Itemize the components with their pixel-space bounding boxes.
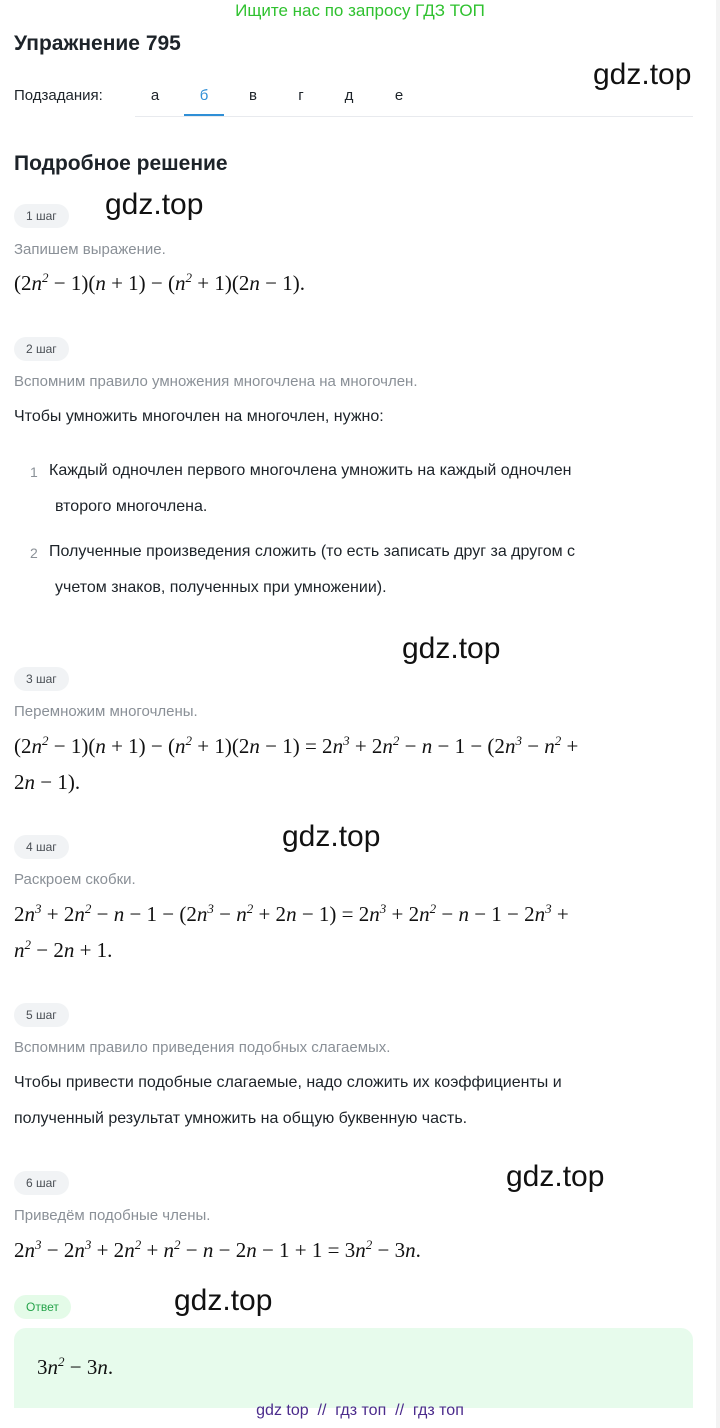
list-item-line: Каждый одночлен первого многочлена умножить на каждый одночлен bbox=[49, 462, 572, 479]
subtask-tab-g[interactable]: г bbox=[298, 87, 304, 104]
step-badge: 5 шаг bbox=[14, 1003, 69, 1027]
promo-banner[interactable]: Ищите нас по запросу ГДЗ ТОП bbox=[235, 1, 485, 20]
rule-text: Чтобы умножить многочлен на многочлен, нужно: bbox=[14, 408, 384, 425]
list-number: 2 bbox=[30, 545, 38, 561]
watermark: gdz.top bbox=[402, 632, 501, 665]
watermark: gdz.top bbox=[593, 58, 692, 91]
watermark: gdz.top bbox=[174, 1284, 273, 1317]
subtask-tab-a[interactable]: а bbox=[150, 87, 160, 104]
answer-badge: Ответ bbox=[14, 1295, 71, 1319]
list-item-line: учетом знаков, полученных при умножении). bbox=[55, 579, 387, 596]
math-expression: 2n − 1). bbox=[14, 770, 81, 794]
subtasks-tabs bbox=[135, 80, 693, 117]
math-expression: $(2n^2 - 1)(n + 1) - (n^2 + 1)(2n - 1)$. bbox=[14, 270, 305, 295]
step-badge: 2 шаг bbox=[14, 337, 69, 361]
footer-links[interactable]: gdz top // гдз топ // гдз топ bbox=[256, 1402, 464, 1419]
step-badge: 3 шаг bbox=[14, 667, 69, 691]
math-expression: $2n^3 + 2n^2 - n - 1 - (2n^3 - n^2 + 2n - 1) = 2n^3 + 2n^2 - n - 1 - 2n^3$ + bbox=[14, 901, 569, 926]
rule-text: Чтобы привести подобные слагаемые, надо сложить их коэффициенты и bbox=[14, 1074, 562, 1091]
list-item-line: Полученные произведения сложить (то есть записать друг за другом с bbox=[49, 543, 576, 560]
step-hint: Вспомним правило умножения многочлена на многочлен. bbox=[14, 373, 418, 390]
step-hint: Раскроем скобки. bbox=[14, 871, 136, 888]
subtasks-label: Подзадания: bbox=[14, 87, 103, 104]
scrollbar[interactable] bbox=[716, 0, 720, 1428]
watermark: gdz.top bbox=[105, 188, 204, 221]
math-expression: $(2n^2 - 1)(n + 1) - (n^2 + 1)(2n - 1) = 2n^3 + 2n^2 - n - 1 - (2n^3 - n^2$ + bbox=[14, 733, 579, 758]
answer-box bbox=[14, 1328, 693, 1408]
step-badge: 1 шаг bbox=[14, 204, 69, 228]
math-expression: $n^2 - 2n + 1$. bbox=[14, 937, 113, 962]
subtask-tab-e[interactable]: е bbox=[394, 87, 404, 104]
step-badge: 4 шаг bbox=[14, 835, 69, 859]
list-number: 1 bbox=[30, 464, 38, 480]
watermark: gdz.top bbox=[506, 1160, 605, 1193]
step-badge: 6 шаг bbox=[14, 1171, 69, 1195]
step-hint: Приведём подобные члены. bbox=[14, 1207, 211, 1224]
subtask-tab-d[interactable]: д bbox=[344, 87, 354, 104]
list-item-line: второго многочлена. bbox=[55, 498, 208, 515]
step-hint: Вспомним правило приведения подобных слагаемых. bbox=[14, 1039, 391, 1056]
section-title: Подробное решение bbox=[14, 152, 228, 175]
subtask-tab-v[interactable]: в bbox=[249, 87, 257, 104]
math-expression: $2n^3 - 2n^3 + 2n^2 + n^2 - n - 2n - 1 + 1 = 3n^2 - 3n$. bbox=[14, 1237, 421, 1262]
step-hint: Перемножим многочлены. bbox=[14, 703, 198, 720]
answer-expression: $3n^2 - 3n$. bbox=[37, 1354, 114, 1379]
rule-text: полученный результат умножить на общую буквенную часть. bbox=[14, 1110, 468, 1127]
watermark: gdz.top bbox=[282, 820, 381, 853]
page-title: Упражнение 795 bbox=[14, 32, 181, 55]
subtask-tab-b[interactable]: б bbox=[184, 80, 224, 116]
step-hint: Запишем выражение. bbox=[14, 241, 166, 258]
